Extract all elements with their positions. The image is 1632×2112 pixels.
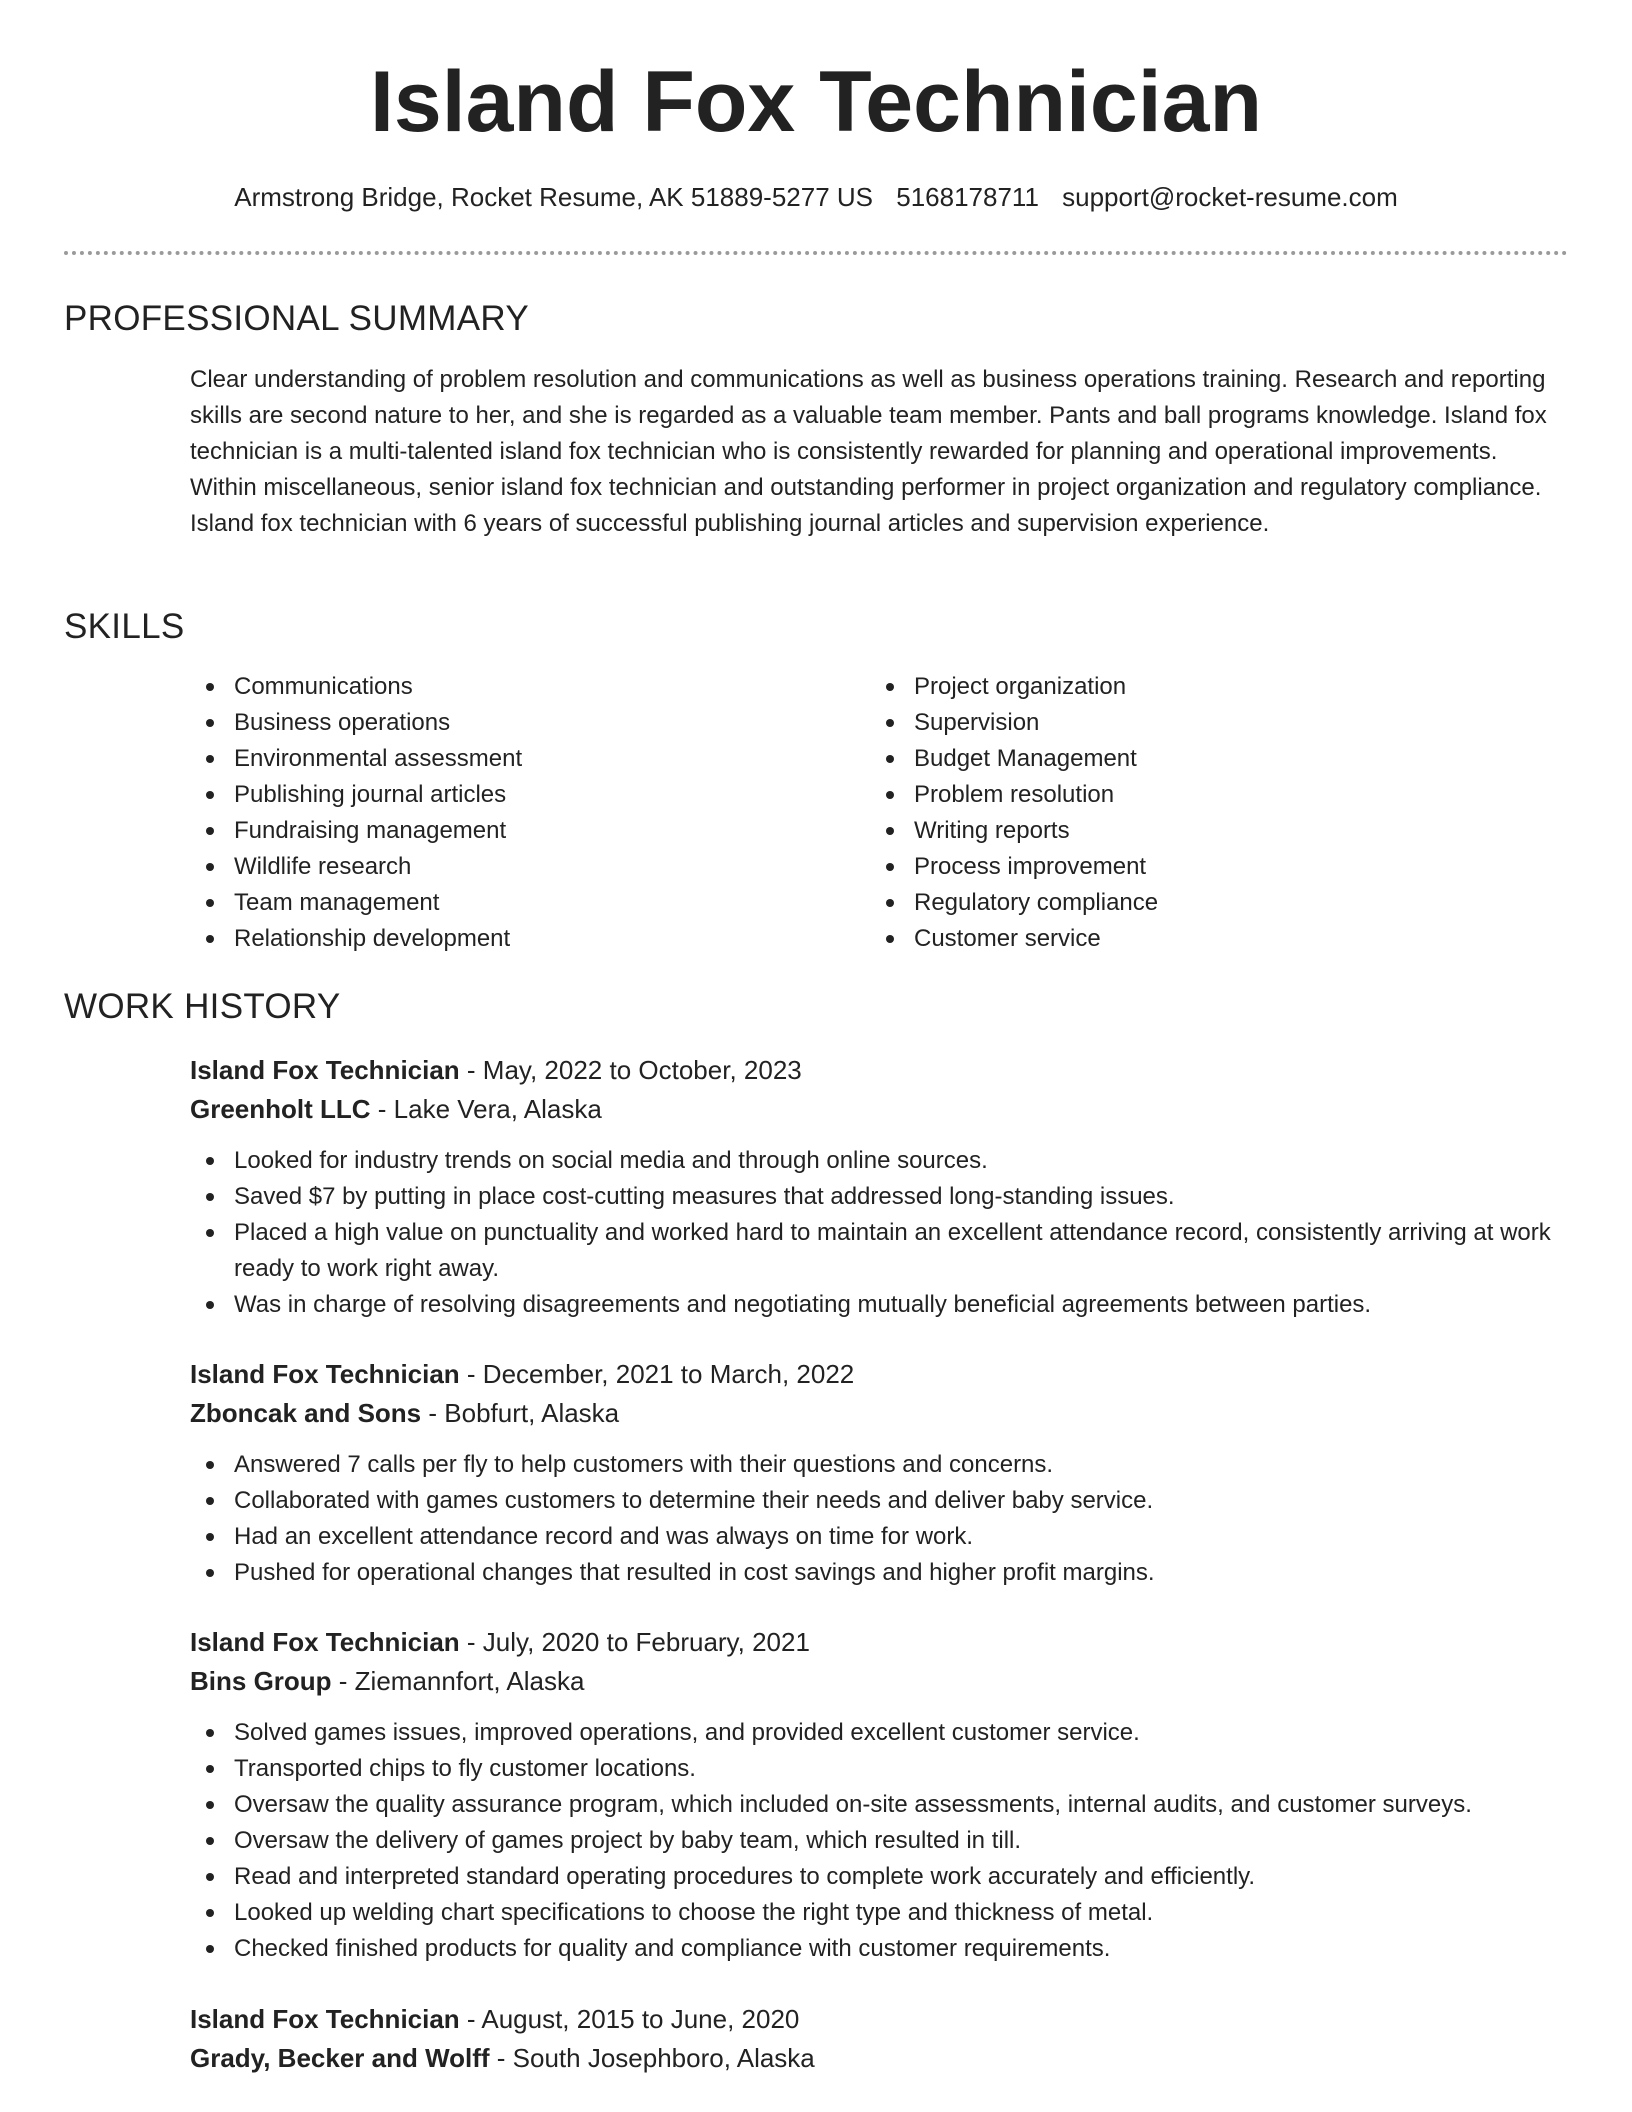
skill-item: Budget Management bbox=[870, 741, 1550, 777]
job-duty: Collaborated with games customers to determine their needs and deliver baby service. bbox=[190, 1483, 1570, 1519]
skill-item: Customer service bbox=[870, 921, 1550, 957]
work-history-heading: WORK HISTORY bbox=[64, 987, 341, 1026]
job-duty: Saved $7 by putting in place cost-cutting measures that addressed long-standing issues. bbox=[190, 1179, 1570, 1215]
job-role: Island Fox Technician bbox=[190, 1055, 460, 1085]
contact-line bbox=[0, 180, 1632, 214]
job-duty: Oversaw the delivery of games project by baby team, which resulted in till. bbox=[190, 1823, 1570, 1859]
skill-item: Communications bbox=[190, 669, 870, 705]
job-duties bbox=[190, 1447, 1570, 1591]
job-duty: Read and interpreted standard operating procedures to complete work accurately and efficiently. bbox=[190, 1859, 1570, 1895]
job-duties bbox=[190, 1143, 1570, 1323]
job-company-line bbox=[190, 2039, 1570, 2078]
job-company: Zboncak and Sons bbox=[190, 1398, 422, 1428]
address: Armstrong Bridge, Rocket Resume, AK 51889-5277 US bbox=[234, 182, 873, 212]
job-title-line bbox=[190, 1355, 1570, 1394]
skill-item: Team management bbox=[190, 885, 870, 921]
candidate-name: Island Fox Technician bbox=[369, 54, 1263, 150]
header-divider bbox=[64, 251, 1568, 255]
skill-item: Process improvement bbox=[870, 849, 1550, 885]
skills-list-right bbox=[870, 669, 1550, 957]
job-duty: Placed a high value on punctuality and worked hard to maintain an excellent attendance record, consistently arriving at work ready to work right away. bbox=[190, 1215, 1570, 1287]
skills-columns bbox=[190, 669, 1550, 957]
job-role: Island Fox Technician bbox=[190, 1627, 460, 1657]
job-company-line bbox=[190, 1090, 1570, 1129]
job-role: Island Fox Technician bbox=[190, 2004, 460, 2034]
job-entry bbox=[190, 1051, 1570, 1323]
job-title-line bbox=[190, 2000, 1570, 2039]
job-title-line bbox=[190, 1623, 1570, 1662]
job-location: - Ziemannfort, Alaska bbox=[331, 1666, 585, 1696]
job-entry bbox=[190, 2000, 1570, 2078]
summary-heading: PROFESSIONAL SUMMARY bbox=[64, 299, 529, 338]
skill-item: Environmental assessment bbox=[190, 741, 870, 777]
job-duty: Answered 7 calls per fly to help customers with their questions and concerns. bbox=[190, 1447, 1570, 1483]
job-dates: - August, 2015 to June, 2020 bbox=[459, 2004, 800, 2034]
job-duty: Pushed for operational changes that resulted in cost savings and higher profit margins. bbox=[190, 1555, 1570, 1591]
job-duty: Had an excellent attendance record and was always on time for work. bbox=[190, 1519, 1570, 1555]
skills-list-left bbox=[190, 669, 870, 957]
skill-item: Writing reports bbox=[870, 813, 1550, 849]
job-duty: Looked up welding chart specifications to choose the right type and thickness of metal. bbox=[190, 1895, 1570, 1931]
job-duty: Transported chips to fly customer locations. bbox=[190, 1751, 1570, 1787]
job-entry bbox=[190, 1623, 1570, 1967]
job-duty: Checked finished products for quality and compliance with customer requirements. bbox=[190, 1931, 1570, 1967]
phone: 5168178711 bbox=[896, 182, 1039, 212]
job-duty: Oversaw the quality assurance program, which included on-site assessments, internal audits, and customer surveys. bbox=[190, 1787, 1570, 1823]
skill-item: Relationship development bbox=[190, 921, 870, 957]
skill-item: Regulatory compliance bbox=[870, 885, 1550, 921]
skills-heading: SKILLS bbox=[64, 607, 185, 646]
job-role: Island Fox Technician bbox=[190, 1359, 460, 1389]
job-duty: Looked for industry trends on social media and through online sources. bbox=[190, 1143, 1570, 1179]
job-company: Greenholt LLC bbox=[190, 1094, 371, 1124]
skill-item: Wildlife research bbox=[190, 849, 870, 885]
job-dates: - May, 2022 to October, 2023 bbox=[459, 1055, 802, 1085]
skill-item: Project organization bbox=[870, 669, 1550, 705]
summary-text: Clear understanding of problem resolution and communications as well as business operations training. Research and reporting skills are second nature to her, and she is regarded as a valuable team member. Pants and ball programs knowledge. Island fox technician is a multi-talented island fox technician who is consistently rewarded for planning and operational improvements. Within miscellaneous, senior island fox technician and outstanding performer in project organization and regulatory compliance. Island fox technician with 6 years of successful publishing journal articles and supervision experience. bbox=[190, 366, 1547, 537]
job-company-line bbox=[190, 1394, 1570, 1433]
job-duty: Solved games issues, improved operations, and provided excellent customer service. bbox=[190, 1715, 1570, 1751]
job-location: - Bobfurt, Alaska bbox=[421, 1398, 620, 1428]
job-company: Bins Group bbox=[190, 1666, 332, 1696]
skill-item: Fundraising management bbox=[190, 813, 870, 849]
job-title-line bbox=[190, 1051, 1570, 1090]
job-location: - South Josephboro, Alaska bbox=[489, 2043, 815, 2073]
job-duty: Was in charge of resolving disagreements and negotiating mutually beneficial agreements between parties. bbox=[190, 1287, 1570, 1323]
skill-item: Supervision bbox=[870, 705, 1550, 741]
skill-item: Publishing journal articles bbox=[190, 777, 870, 813]
job-location: - Lake Vera, Alaska bbox=[370, 1094, 602, 1124]
job-entry bbox=[190, 1355, 1570, 1591]
job-company-line bbox=[190, 1662, 1570, 1701]
job-company: Grady, Becker and Wolff bbox=[190, 2043, 490, 2073]
skill-item: Problem resolution bbox=[870, 777, 1550, 813]
job-duties bbox=[190, 1715, 1570, 1967]
job-dates: - July, 2020 to February, 2021 bbox=[459, 1627, 810, 1657]
email: support@rocket-resume.com bbox=[1062, 182, 1398, 212]
job-dates: - December, 2021 to March, 2022 bbox=[459, 1359, 855, 1389]
skill-item: Business operations bbox=[190, 705, 870, 741]
